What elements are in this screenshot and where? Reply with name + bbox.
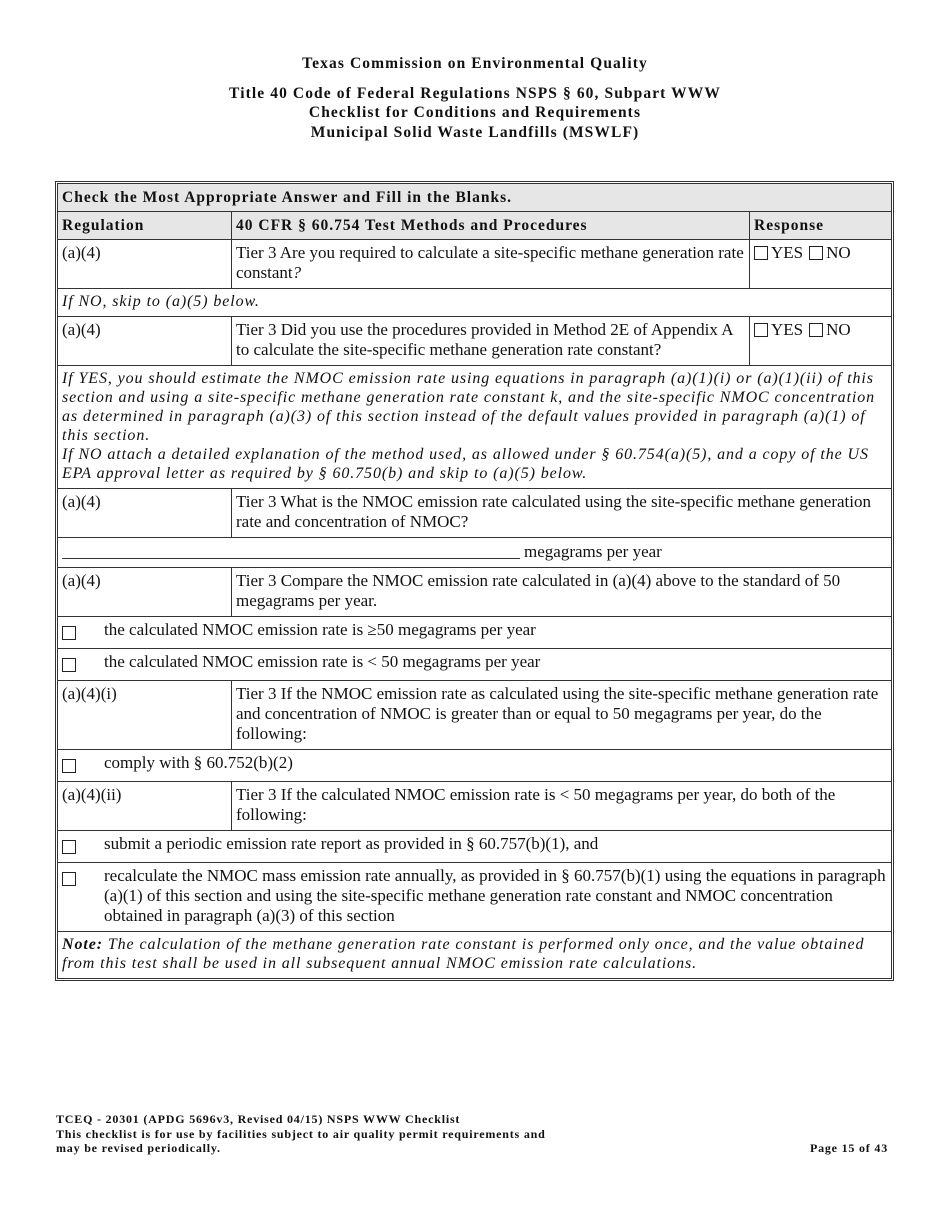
usage-note-1: This checklist is for use by facilities subject to air quality permit requirements and <box>56 1126 546 1141</box>
option-checkbox[interactable] <box>62 872 76 886</box>
option-text: the calculated NMOC emission rate is < 50 megagrams per year <box>104 652 541 671</box>
no-checkbox[interactable] <box>809 323 823 337</box>
page-number: Page 15 of 43 <box>809 1141 888 1155</box>
regulation-ref: (a)(4) <box>58 317 232 365</box>
yes-no-response <box>750 240 891 288</box>
question-text: Tier 3 Did you use the procedures provided in Method 2E of Appendix A to calculate the site-specific methane generation rate constant? <box>232 317 750 365</box>
yes-label: YES <box>771 320 804 339</box>
option-checkbox[interactable] <box>62 626 76 640</box>
question-row <box>58 781 891 830</box>
document-footer <box>56 1112 888 1156</box>
option-row <box>58 830 891 862</box>
agency-title: Texas Commission on Environmental Quality <box>302 55 648 72</box>
option-text: submit a periodic emission rate report as provided in § 60.757(b)(1), and <box>104 834 599 853</box>
usage-note-2: may be revised periodically. <box>56 1141 221 1155</box>
question-text: Tier 3 If the NMOC emission rate as calculated using the site-specific methane generation rate and concentration of NMOC is greater than or equal to 50 megagrams per year, do the following: <box>236 684 879 743</box>
regulation-ref: (a)(4) <box>58 240 232 288</box>
checklist-table <box>55 181 894 981</box>
question-text: Tier 3 Are you required to calculate a site-specific methane generation rate constant? <box>232 240 750 288</box>
question-row <box>58 239 891 288</box>
note-label: Note: <box>62 936 103 953</box>
question-row <box>58 488 891 537</box>
option-checkbox[interactable] <box>62 840 76 854</box>
yes-no-response <box>750 317 891 365</box>
regulation-ref: (a)(4) <box>58 568 232 616</box>
no-label: NO <box>826 243 851 262</box>
question-row <box>58 567 891 616</box>
option-row <box>58 862 891 931</box>
yes-checkbox[interactable] <box>754 246 768 260</box>
question-row <box>58 316 891 365</box>
facility-type-title: Municipal Solid Waste Landfills (MSWLF) <box>310 123 640 141</box>
option-row <box>58 616 891 648</box>
instruction-row <box>58 184 891 211</box>
note-body: The calculation of the methane generation rate constant is performed only once, and the value obtained from this test shall be used in all subsequent annual NMOC emission rate calculations. <box>62 936 865 972</box>
note-row <box>58 931 891 978</box>
guidance-yes: If YES, you should estimate the NMOC emission rate using equations in paragraph (a)(1)(i) or (a)(1)(ii) of this section and using a site-specific methane generation rate constant k, and the site-specific NMOC concentration as determined in paragraph (a)(3) of this section instead of the default values provided in paragraph (a)(1) of this section. <box>62 370 876 444</box>
form-id: TCEQ - 20301 (APDG 5696v3, Revised 04/15) NSPS WWW Checklist <box>56 1112 461 1126</box>
option-checkbox[interactable] <box>62 759 76 773</box>
skip-instruction-row <box>58 288 891 316</box>
option-text: recalculate the NMOC mass emission rate annually, as provided in § 60.757(b)(1) using the equations in paragraph (a)(1) of this section and using the site-specific methane generation rate constant and NMOC concentration obtained in paragraph (a)(3) of this section <box>104 866 886 925</box>
regulation-ref: (a)(4)(ii) <box>58 782 232 830</box>
note-text <box>58 932 891 978</box>
regulation-ref: (a)(4)(i) <box>58 681 232 749</box>
option-text: comply with § 60.752(b)(2) <box>104 753 293 772</box>
question-text: Tier 3 If the calculated NMOC emission rate is < 50 megagrams per year, do both of the following: <box>236 785 836 824</box>
fill-blank-row <box>58 537 891 567</box>
guidance-no: If NO attach a detailed explanation of the method used, as allowed under § 60.754(a)(5), and a copy of the US EPA approval letter as required by § 60.750(b) and skip to (a)(5) below. <box>62 446 869 482</box>
col-regulation-header: Regulation <box>58 212 232 239</box>
no-label: NO <box>826 320 851 339</box>
option-checkbox[interactable] <box>62 658 76 672</box>
regulation-title: Title 40 Code of Federal Regulations NSPS § 60, Subpart WWW <box>229 84 721 102</box>
question-text: Tier 3 Compare the NMOC emission rate calculated in (a)(4) above to the standard of 50 megagrams per year. <box>236 571 841 610</box>
yes-checkbox[interactable] <box>754 323 768 337</box>
option-row <box>58 648 891 680</box>
instruction-text: Check the Most Appropriate Answer and Fill in the Blanks. <box>62 189 513 206</box>
question-row <box>58 680 891 749</box>
emission-rate-blank <box>58 538 891 567</box>
guidance-text <box>58 366 891 488</box>
checklist-title: Checklist for Conditions and Requirements <box>308 104 642 121</box>
question-text: Tier 3 What is the NMOC emission rate calculated using the site-specific methane generation rate and concentration of NMOC? <box>236 492 871 531</box>
col-procedure-header: 40 CFR § 60.754 Test Methods and Procedures <box>232 212 750 239</box>
guidance-row <box>58 365 891 488</box>
units-label: megagrams per year <box>524 542 662 561</box>
emission-rate-input[interactable] <box>62 542 520 559</box>
regulation-ref: (a)(4) <box>58 489 232 537</box>
document-header <box>0 54 950 142</box>
yes-label: YES <box>771 243 804 262</box>
column-header-row <box>58 211 891 239</box>
option-text: the calculated NMOC emission rate is ≥50 megagrams per year <box>104 620 536 639</box>
skip-instruction: If NO, skip to (a)(5) below. <box>62 293 260 310</box>
col-response-header: Response <box>754 217 825 234</box>
option-row <box>58 749 891 781</box>
no-checkbox[interactable] <box>809 246 823 260</box>
